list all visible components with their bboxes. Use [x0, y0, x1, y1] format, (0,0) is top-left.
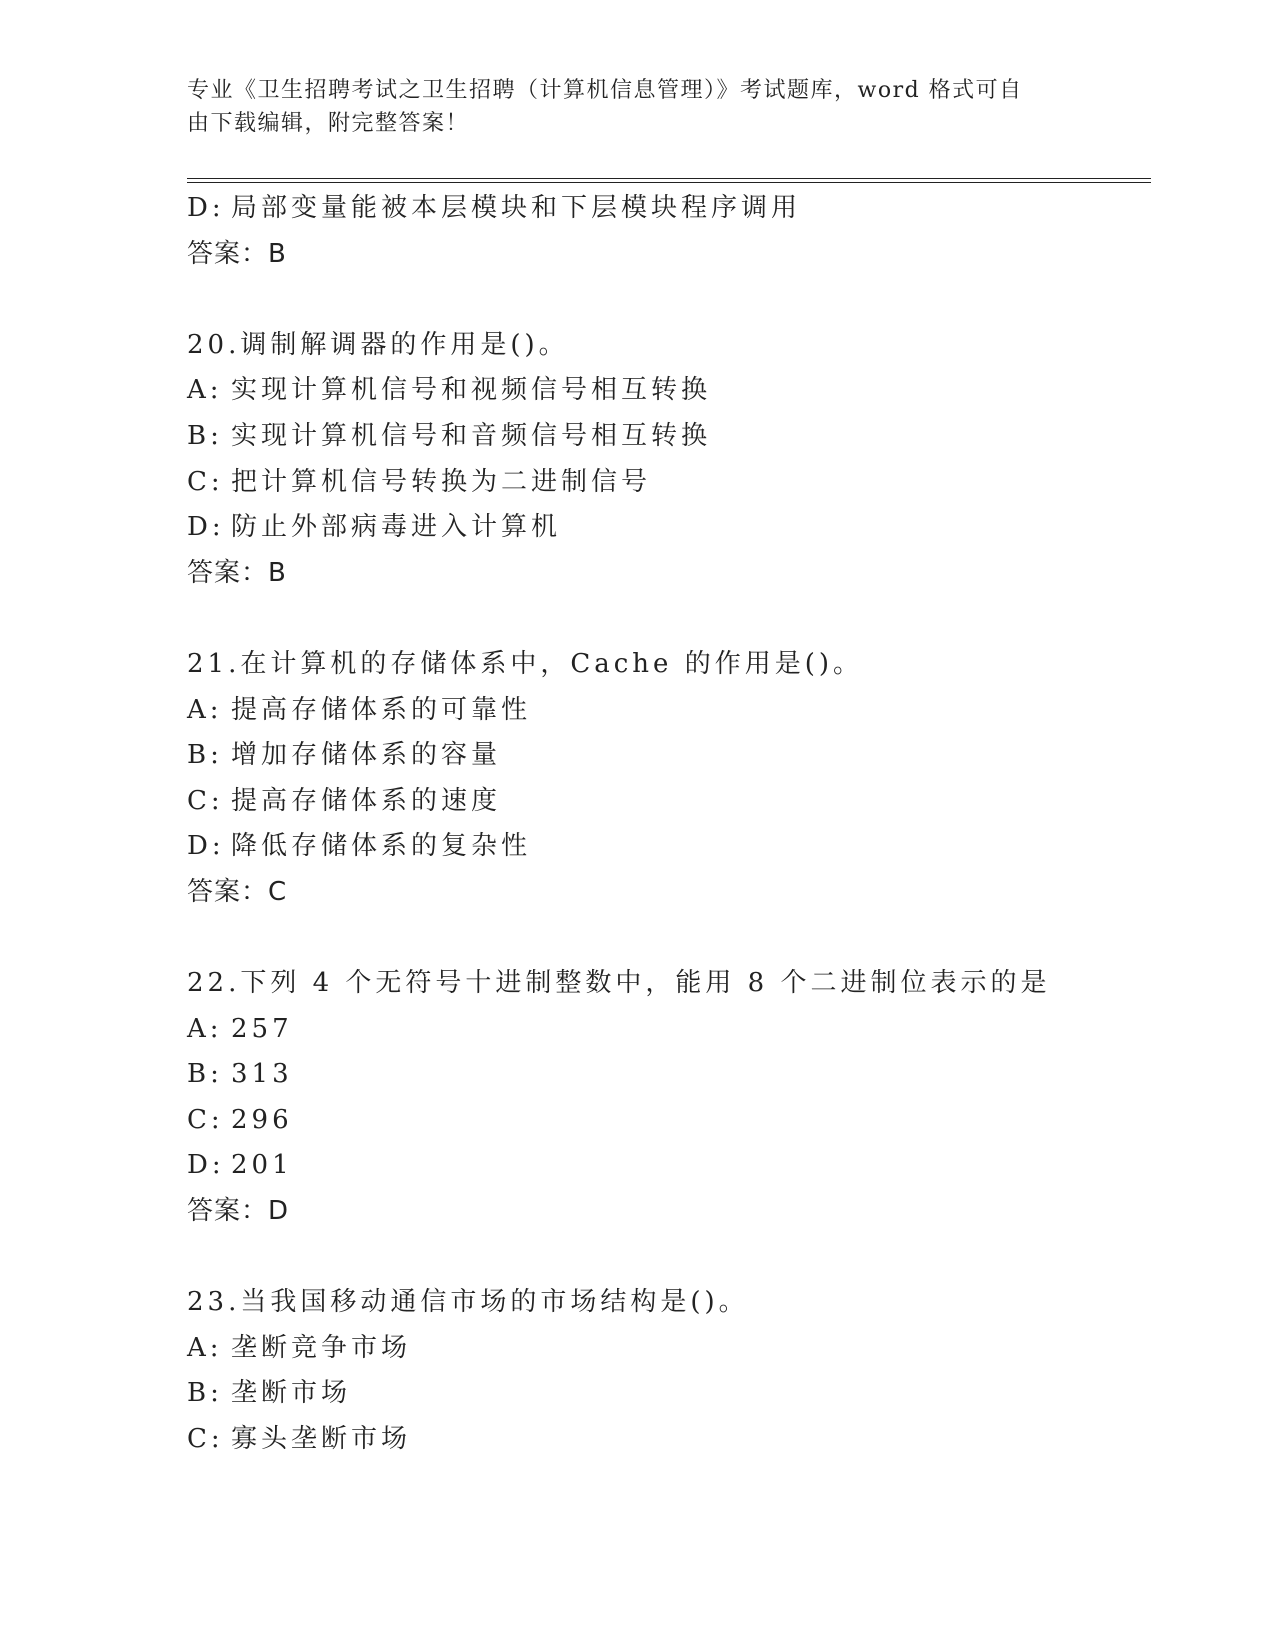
option-label: D:	[187, 1150, 225, 1181]
option-d	[187, 1143, 1147, 1189]
option-text: 局部变量能被本层模块和下层模块程序调用	[231, 193, 802, 223]
option-text: 垄断竞争市场	[231, 1332, 412, 1363]
option-label: C:	[187, 1104, 224, 1135]
option-label: C:	[187, 1424, 224, 1455]
option-c	[187, 779, 1147, 825]
spacer	[187, 596, 1147, 642]
option-text: 313	[231, 1059, 293, 1090]
option-b	[187, 733, 1147, 779]
option-label: B:	[187, 1378, 223, 1409]
question-stem: 23.当我国移动通信市场的市场结构是()。	[187, 1287, 749, 1318]
option-a	[187, 1326, 1147, 1372]
option-label: B:	[187, 740, 223, 771]
spacer	[187, 916, 1147, 962]
option-text: 提高存储体系的速度	[231, 785, 502, 816]
option-c	[187, 1098, 1147, 1144]
option-text: 296	[231, 1104, 293, 1135]
option-text: 201	[231, 1150, 293, 1181]
question-list	[187, 186, 1147, 1463]
intro-line-1: 专业《卫生招聘考试之卫生招聘（计算机信息管理）》考试题库，word 格式可自	[187, 78, 1023, 103]
intro-line-2: 由下载编辑，附完整答案！	[187, 111, 470, 136]
option-label: A:	[187, 1013, 223, 1044]
answer-line: 答案：B	[187, 557, 287, 588]
question-stem: 22.下列 4 个无符号十进制整数中，能用 8 个二进制位表示的是	[187, 968, 1051, 999]
answer-line: 答案：D	[187, 1196, 290, 1227]
option-c	[187, 1417, 1147, 1463]
header-divider-top	[187, 178, 1151, 179]
option-d	[187, 186, 1147, 232]
option-a	[187, 1007, 1147, 1053]
option-text: 降低存储体系的复杂性	[231, 831, 532, 862]
option-d	[187, 505, 1147, 551]
option-text: 防止外部病毒进入计算机	[231, 512, 562, 543]
option-d	[187, 824, 1147, 870]
answer-line: 答案：B	[187, 238, 287, 269]
option-text: 垄断市场	[231, 1378, 352, 1409]
question-stem: 21.在计算机的存储体系中，Cache 的作用是()。	[187, 648, 863, 679]
option-text: 把计算机信号转换为二进制信号	[231, 466, 652, 497]
option-b	[187, 414, 1147, 460]
option-label: D:	[187, 831, 225, 862]
question-stem: 20.调制解调器的作用是()。	[187, 329, 569, 360]
option-text: 增加存储体系的容量	[231, 740, 502, 771]
option-label: A:	[187, 375, 223, 406]
option-a	[187, 368, 1147, 414]
spacer	[187, 1235, 1147, 1281]
option-text: 257	[231, 1013, 293, 1044]
option-b	[187, 1371, 1147, 1417]
option-label: A:	[187, 694, 223, 725]
option-label: D:	[187, 512, 225, 543]
option-label: A:	[187, 1332, 223, 1363]
answer-line: 答案：C	[187, 876, 288, 907]
spacer	[187, 277, 1147, 323]
option-b	[187, 1052, 1147, 1098]
option-label: B:	[187, 1059, 223, 1090]
option-label: D:	[187, 193, 225, 223]
option-label: C:	[187, 785, 224, 816]
document-intro	[187, 74, 1067, 140]
option-text: 寡头垄断市场	[231, 1424, 412, 1455]
option-text: 实现计算机信号和视频信号相互转换	[231, 375, 712, 406]
option-a	[187, 688, 1147, 734]
option-label: C:	[187, 466, 224, 497]
header-divider-bottom	[187, 182, 1151, 183]
option-text: 实现计算机信号和音频信号相互转换	[231, 420, 712, 451]
option-c	[187, 460, 1147, 506]
option-text: 提高存储体系的可靠性	[231, 694, 532, 725]
option-label: B:	[187, 420, 223, 451]
